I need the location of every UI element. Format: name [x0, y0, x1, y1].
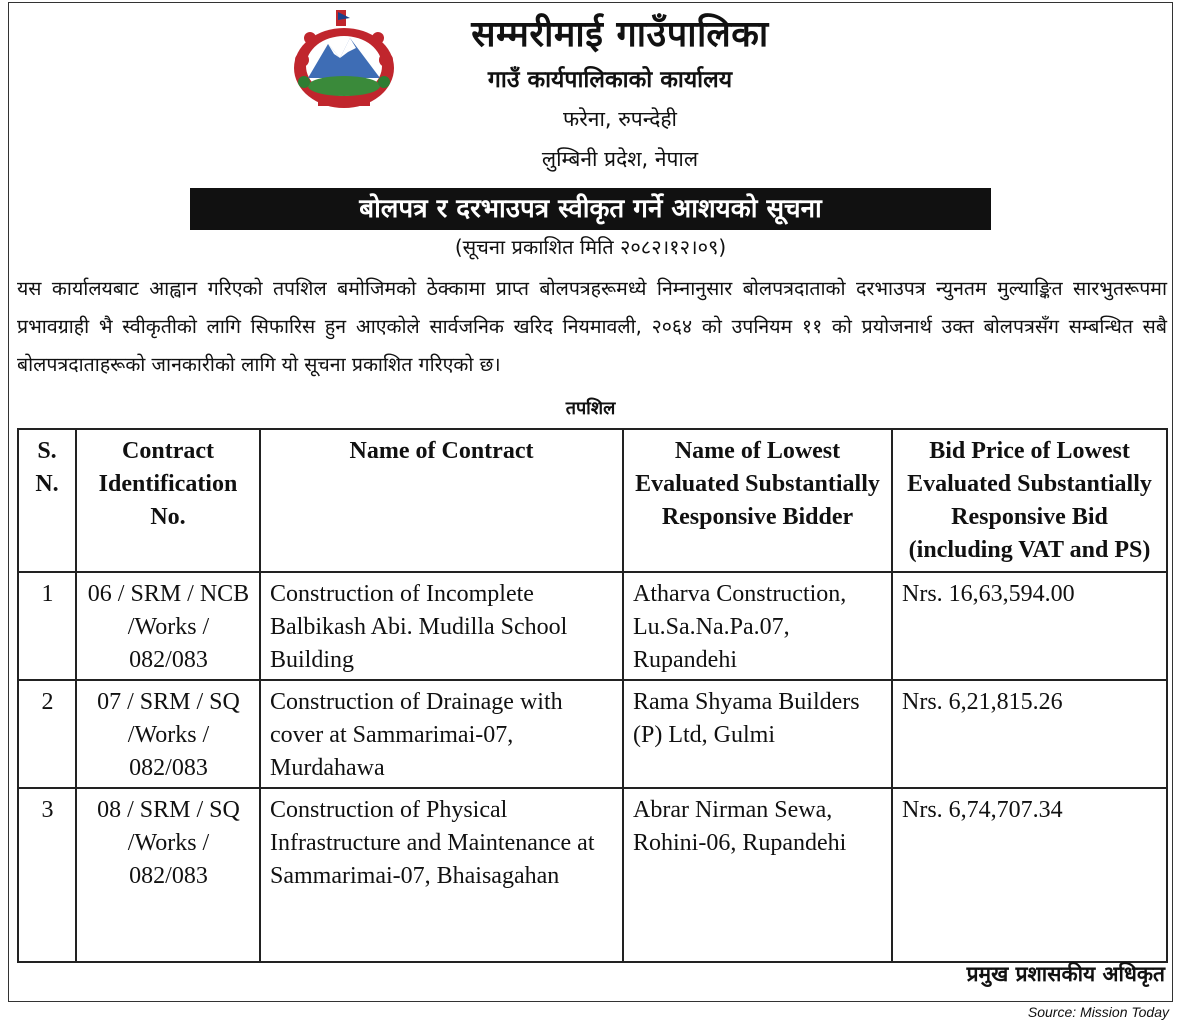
signatory-title: प्रमुख प्रशासकीय अधिकृत — [966, 962, 1165, 986]
header-sn: S. N. — [18, 429, 76, 572]
nepal-emblem-icon — [288, 8, 400, 112]
cell-bidder: Rama Shyama Builders (P) Ltd, Gulmi — [623, 680, 892, 788]
cell-bidder: Abrar Nirman Sewa, Rohini-06, Rupandehi — [623, 788, 892, 962]
cell-bid-price: Nrs. 16,63,594.00 — [892, 572, 1167, 680]
cell-contract-name: Construction of Physical Infrastructure and Maintenance at Sammarimai-07, Bhaisagahan — [260, 788, 623, 962]
table-caption: तपशिल — [565, 398, 616, 419]
table-row — [18, 680, 1167, 788]
cell-contract-name: Construction of Incomplete Balbikash Abi. Mudilla School Building — [260, 572, 623, 680]
header-contract-name: Name of Contract — [260, 429, 623, 572]
notice-body: यस कार्यालयबाट आह्वान गरिएको तपशिल बमोजिमको ठेक्कामा प्राप्त बोलपत्रहरूमध्ये निम्नानुसार बोलपत्रदाताको दरभाउपत्र न्युनतम मुल्याङ्कित सारभुतरूपमा प्रभावग्राही भै स्वीकृतीको लागि सिफारिस हुन आएकोले सार्वजनिक खरिद नियमावली, २०६४ को उपनियम ११ को प्रयोजनार्थ उक्त बोलपत्रसँग सम्बन्धित सबै बोलपत्रदाताहरूको जानकारीको लागि यो सूचना प्रकाशित गरिएको छ। — [17, 277, 1167, 376]
table-row — [18, 788, 1167, 962]
header-bidder: Name of Lowest Evaluated Substantially Responsive Bidder — [623, 429, 892, 572]
header-contract-id: Contract Identification No. — [76, 429, 260, 572]
cell-contract-name: Construction of Drainage with cover at Sammarimai-07, Murdahawa — [260, 680, 623, 788]
cell-contract-id: 07 / SRM / SQ /Works / 082/083 — [76, 680, 260, 788]
cell-sn: 2 — [18, 680, 76, 788]
table-header-row — [18, 429, 1167, 572]
cell-sn: 1 — [18, 572, 76, 680]
source-credit: Source: Mission Today — [1027, 1004, 1169, 1020]
cell-sn: 3 — [18, 788, 76, 962]
municipality-name: सम्मरीमाई गाउँपालिका — [471, 14, 769, 55]
cell-contract-id: 06 / SRM / NCB /Works / 082/083 — [76, 572, 260, 680]
table-row — [18, 572, 1167, 680]
address-line-1: फरेना, रुपन्देही — [563, 107, 677, 131]
contracts-table — [17, 428, 1168, 963]
address-line-2: लुम्बिनी प्रदेश, नेपाल — [541, 147, 699, 171]
cell-contract-id: 08 / SRM / SQ /Works / 082/083 — [76, 788, 260, 962]
publication-date: (सूचना प्रकाशित मिति २०८२।१२।०९) — [454, 235, 727, 259]
cell-bid-price: Nrs. 6,74,707.34 — [892, 788, 1167, 962]
header-bid-price: Bid Price of Lowest Evaluated Substantially Responsive Bid (including VAT and PS) — [892, 429, 1167, 572]
notice-heading: बोलपत्र र दरभाउपत्र स्वीकृत गर्ने आशयको सूचना — [190, 188, 991, 230]
cell-bidder: Atharva Construction, Lu.Sa.Na.Pa.07, Rupandehi — [623, 572, 892, 680]
cell-bid-price: Nrs. 6,21,815.26 — [892, 680, 1167, 788]
office-name: गाउँ कार्यपालिकाको कार्यालय — [487, 67, 733, 93]
